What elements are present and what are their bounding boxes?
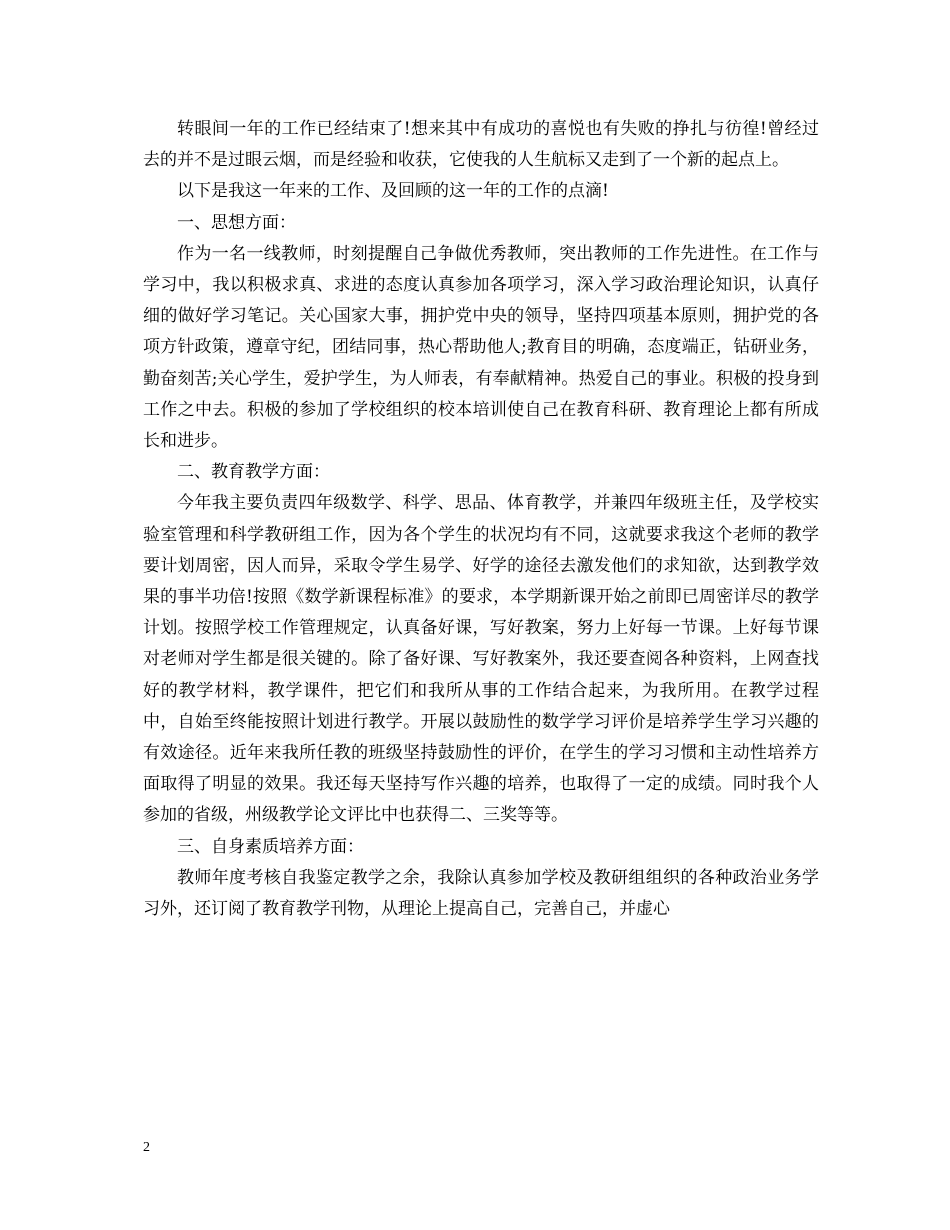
section-heading: 二、教育教学方面： [177,462,330,483]
paragraph: 转眼间一年的工作已经结束了!想来其中有成功的喜悦也有失败的挣扎与彷徨!曾经过去的并不是过眼云烟，而是经验和收获，它使我的人生航标又走到了一个新的起点上。 [143,119,819,171]
paragraph: 教师年度考核自我鉴定教学之余，我除认真参加学校及教研组组织的各种政治业务学习外，还订阅了教育教学刊物，从理论上提高自己，完善自己，并虚心 [143,867,819,920]
paragraph: 以下是我这一年来的工作、及回顾的这一年的工作的点滴! [177,181,609,202]
paragraph: 作为一名一线教师，时刻提醒自己争做优秀教师，突出教师的工作先进性。在工作与学习中，我以积极求真、求进的态度认真参加各项学习，深入学习政治理论知识，认真仔细的做好学习笔记。关心国家大事，拥护党中央的领导，坚持四项基本原则，拥护党的各项方针政策，遵章守纪，团结同事，热心帮助他人;教育目的明确，态度端正，钻研业务，勤奋刻苦;关心学生，爱护学生，为人师表，有奉献精神。热爱自己的事业。积极的投身到工作之中去。积极的参加了学校组织的校本培训使自己在教育科研、教育理论上都有所成长和进步。 [143,243,819,452]
section-heading: 三、自身素质培养方面： [177,836,364,857]
section-heading: 一、思想方面： [177,212,296,233]
page-number: 2 [143,1140,150,1155]
paragraph: 今年我主要负责四年级数学、科学、思品、体育教学，并兼四年级班主任，及学校实验室管理和科学教研组工作，因为各个学生的状况均有不同，这就要求我这个老师的教学要计划周密，因人而异，采取令学生易学、好学的途径去激发他们的求知欲，达到教学效果的事半功倍!按照《数学新课程标准》的要求，本学期新课开始之前即已周密详尽的教学计划。按照学校工作管理规定，认真备好课，写好教案，努力上好每一节课。上好每节课对老师对学生都是很关键的。除了备好课、写好教案外，我还要查阅各种资料，上网查找好的教学材料，教学课件，把它们和我所从事的工作结合起来，为我所用。在教学过程中，自始至终能按照计划进行教学。开展以鼓励性的数学学习评价是培养学生学习兴趣的有效途径。近年来我所任教的班级坚持鼓励性的评价，在学生的学习习惯和主动性培养方面取得了明显的效果。我还每天坚持写作兴趣的培养，也取得了一定的成绩。同时我个人参加的省级，州级教学论文评比中也获得二、三奖等等。 [143,493,819,826]
document-body [143,114,819,925]
